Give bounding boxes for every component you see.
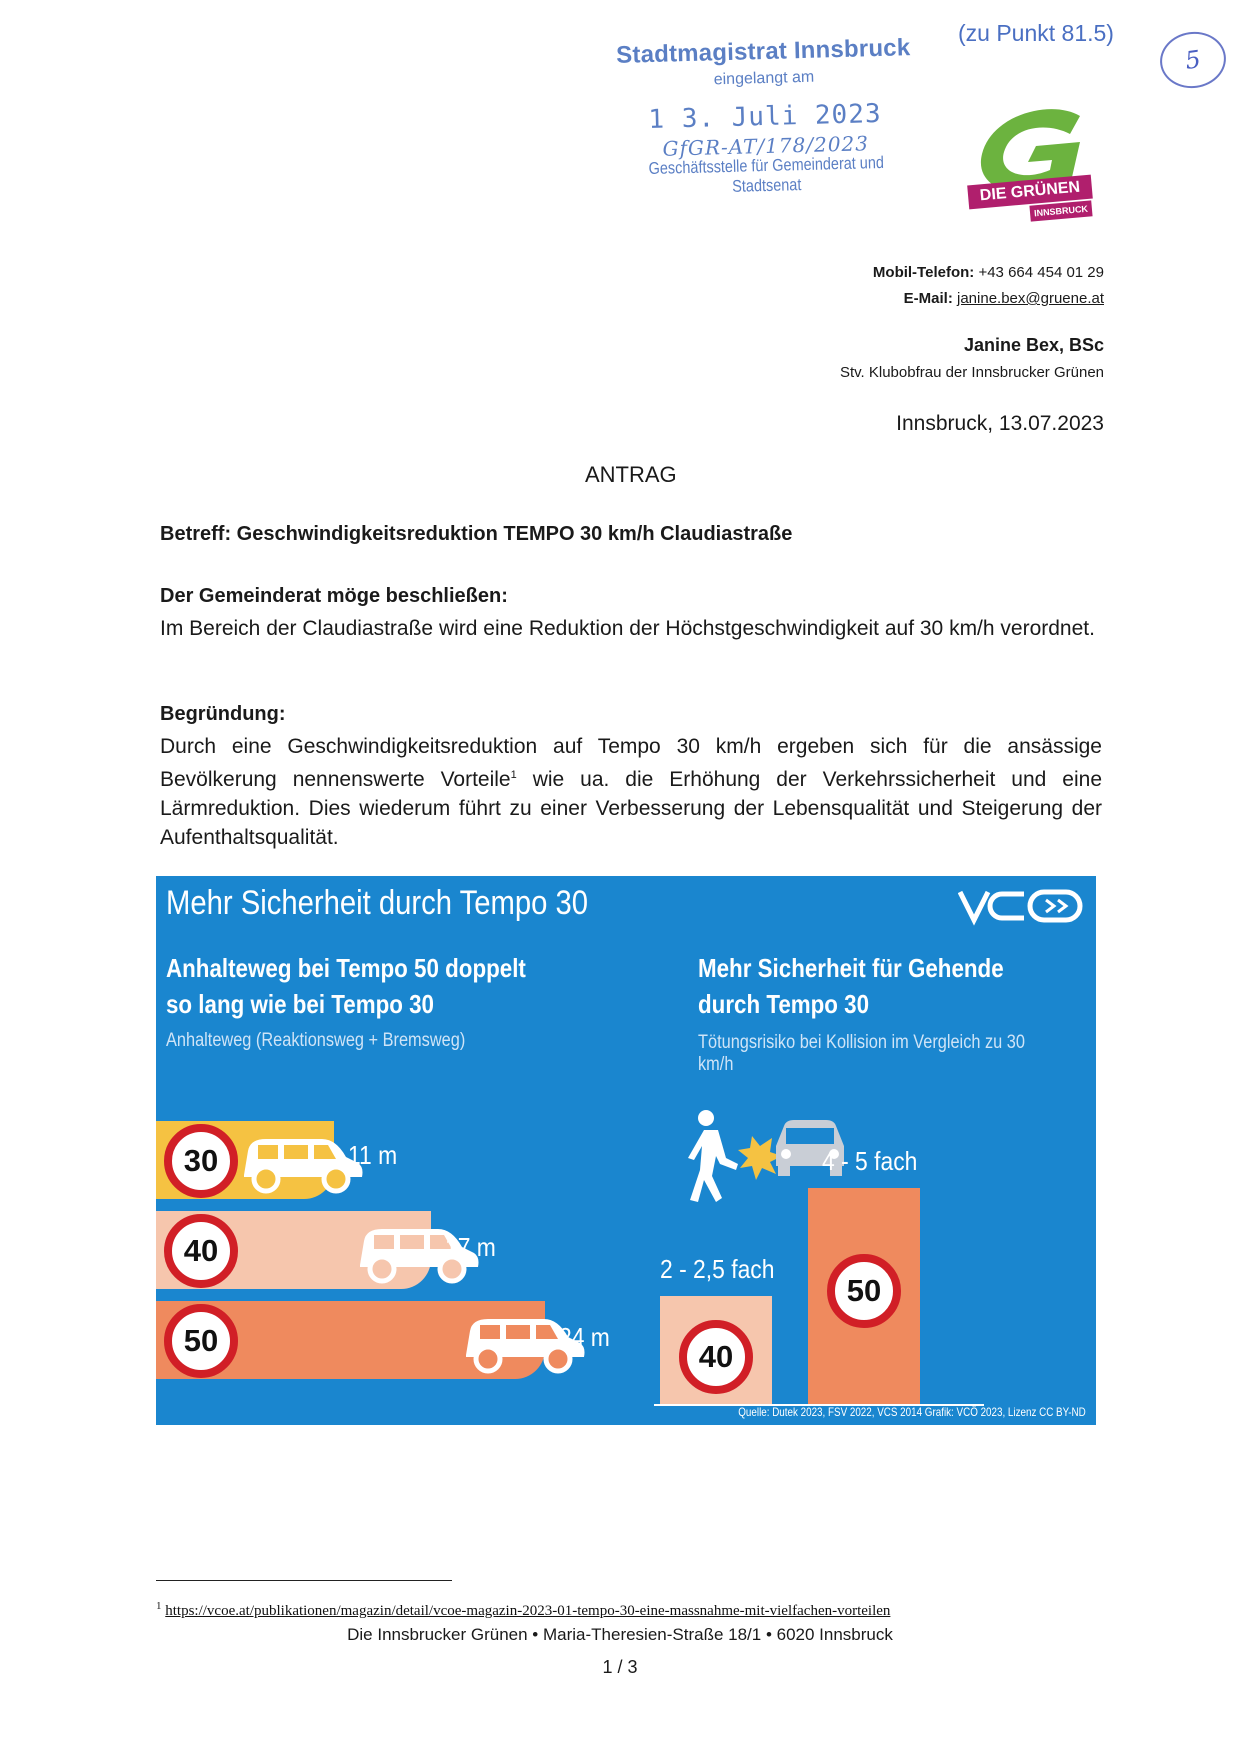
resolution-heading: Der Gemeinderat möge beschließen:	[160, 585, 508, 607]
right-heading-line-1: Mehr Sicherheit für Gehende	[698, 953, 1004, 983]
agenda-point-note: (zu Punkt 81.5)	[958, 20, 1114, 46]
speed-sign-50: 50	[164, 1304, 238, 1378]
subject-line: Betreff: Geschwindigkeitsreduktion TEMPO 30 km/h Claudiastraße	[160, 523, 793, 545]
received-stamp	[598, 34, 932, 201]
risk-label-40: 2 - 2,5 fach	[660, 1254, 775, 1284]
vcoe-logo-icon	[958, 886, 1084, 926]
email-link[interactable]: janine.bex@gruene.at	[957, 290, 1104, 307]
infographic	[156, 876, 1096, 1425]
infographic-title: Mehr Sicherheit durch Tempo 30	[166, 884, 589, 922]
stamp-date: 1 3. Juli 2023	[648, 98, 882, 136]
risk-speed-sign-40: 40	[679, 1320, 753, 1394]
left-subheading: Anhalteweg (Reaktionsweg + Bremsweg)	[166, 1030, 466, 1051]
logo-text: DIE GRÜNEN	[967, 175, 1093, 210]
footnote-number: 1	[156, 1600, 162, 1612]
page-number: 1 / 3	[602, 1657, 638, 1677]
handwritten-number: 5	[1156, 28, 1229, 93]
resolution-text: Im Bereich der Claudiastraße wird eine Reduktion der Höchstgeschwindigkeit auf 30 km/h verordnet.	[160, 617, 1095, 640]
phone-value: +43 664 454 01 29	[978, 264, 1104, 281]
reasoning-text-part1: Durch eine Geschwindigkeitsreduktion auf Tempo 30 km/h ergeben sich für die ansässige Bevölkerung nennenswerte Vorteile	[160, 735, 1102, 791]
phone-label: Mobil-Telefon:	[872, 264, 975, 281]
speed-sign-30: 30	[164, 1124, 238, 1198]
email-line	[904, 290, 1104, 307]
footnote-rule	[156, 1580, 452, 1581]
stamp-received-label: eingelangt am	[713, 68, 815, 89]
email-label: E-Mail:	[903, 290, 953, 307]
car-icon	[236, 1131, 366, 1195]
logo-subtext: INNSBRUCK	[1029, 200, 1092, 221]
document-type: ANTRAG	[585, 462, 677, 487]
left-heading-line-2: so lang wie bei Tempo 30	[166, 989, 434, 1019]
footnote-link[interactable]: https://vcoe.at/publikationen/magazin/detail/vcoe-magazin-2023-01-tempo-30-eine-massnahme-mit-vielfachen-vorteilen	[165, 1603, 891, 1619]
risk-label-50: 4 - 5 fach	[822, 1146, 918, 1176]
page-footer: Die Innsbrucker Grünen • Maria-Theresien-Straße 18/1 • 6020 Innsbruck	[347, 1625, 893, 1644]
stamp-reference: GfGR-AT/178/2023	[662, 131, 870, 161]
right-heading-line-2: durch Tempo 30	[698, 989, 870, 1019]
left-heading-line-1: Anhalteweg bei Tempo 50 doppelt	[166, 953, 526, 983]
footnote	[156, 1600, 890, 1620]
speed-sign-40: 40	[164, 1214, 238, 1288]
dateline: Innsbruck, 13.07.2023	[896, 412, 1104, 435]
infographic-source: Quelle: Dutek 2023, FSV 2022, VCS 2014 Grafik: VCÖ 2023, Lizenz CC BY-ND	[738, 1405, 1086, 1419]
stopping-distance-label: 24 m	[559, 1322, 610, 1352]
risk-speed-sign-50: 50	[827, 1254, 901, 1328]
right-subheading: Tötungsrisiko bei Kollision im Vergleich zu 30 km/h	[698, 1032, 1025, 1075]
stamp-office: Geschäftsstelle für Gemeinderat und Stadtsenat	[648, 152, 885, 196]
footnote-marker[interactable]: 1	[510, 769, 517, 781]
stamp-org: Stadtmagistrat Innsbruck	[615, 34, 911, 69]
phone-line	[873, 264, 1104, 281]
reasoning-heading: Begründung:	[160, 703, 286, 725]
author-name: Janine Bex, BSc	[963, 335, 1104, 355]
stopping-distance-label: 11 m	[348, 1140, 398, 1170]
stopping-distance-label: 17 m	[445, 1232, 496, 1262]
reasoning-text-part2: wie ua. die Erhöhung der Verkehrssicherheit und eine Lärmreduktion. Dies wiederum führt zu einer Verbesserung der Lebensqualität und Steigerung der Aufenthaltsqualität.	[160, 768, 1102, 849]
author-role: Stv. Klubobfrau der Innsbrucker Grünen	[839, 364, 1104, 381]
reasoning-text	[160, 732, 1102, 852]
